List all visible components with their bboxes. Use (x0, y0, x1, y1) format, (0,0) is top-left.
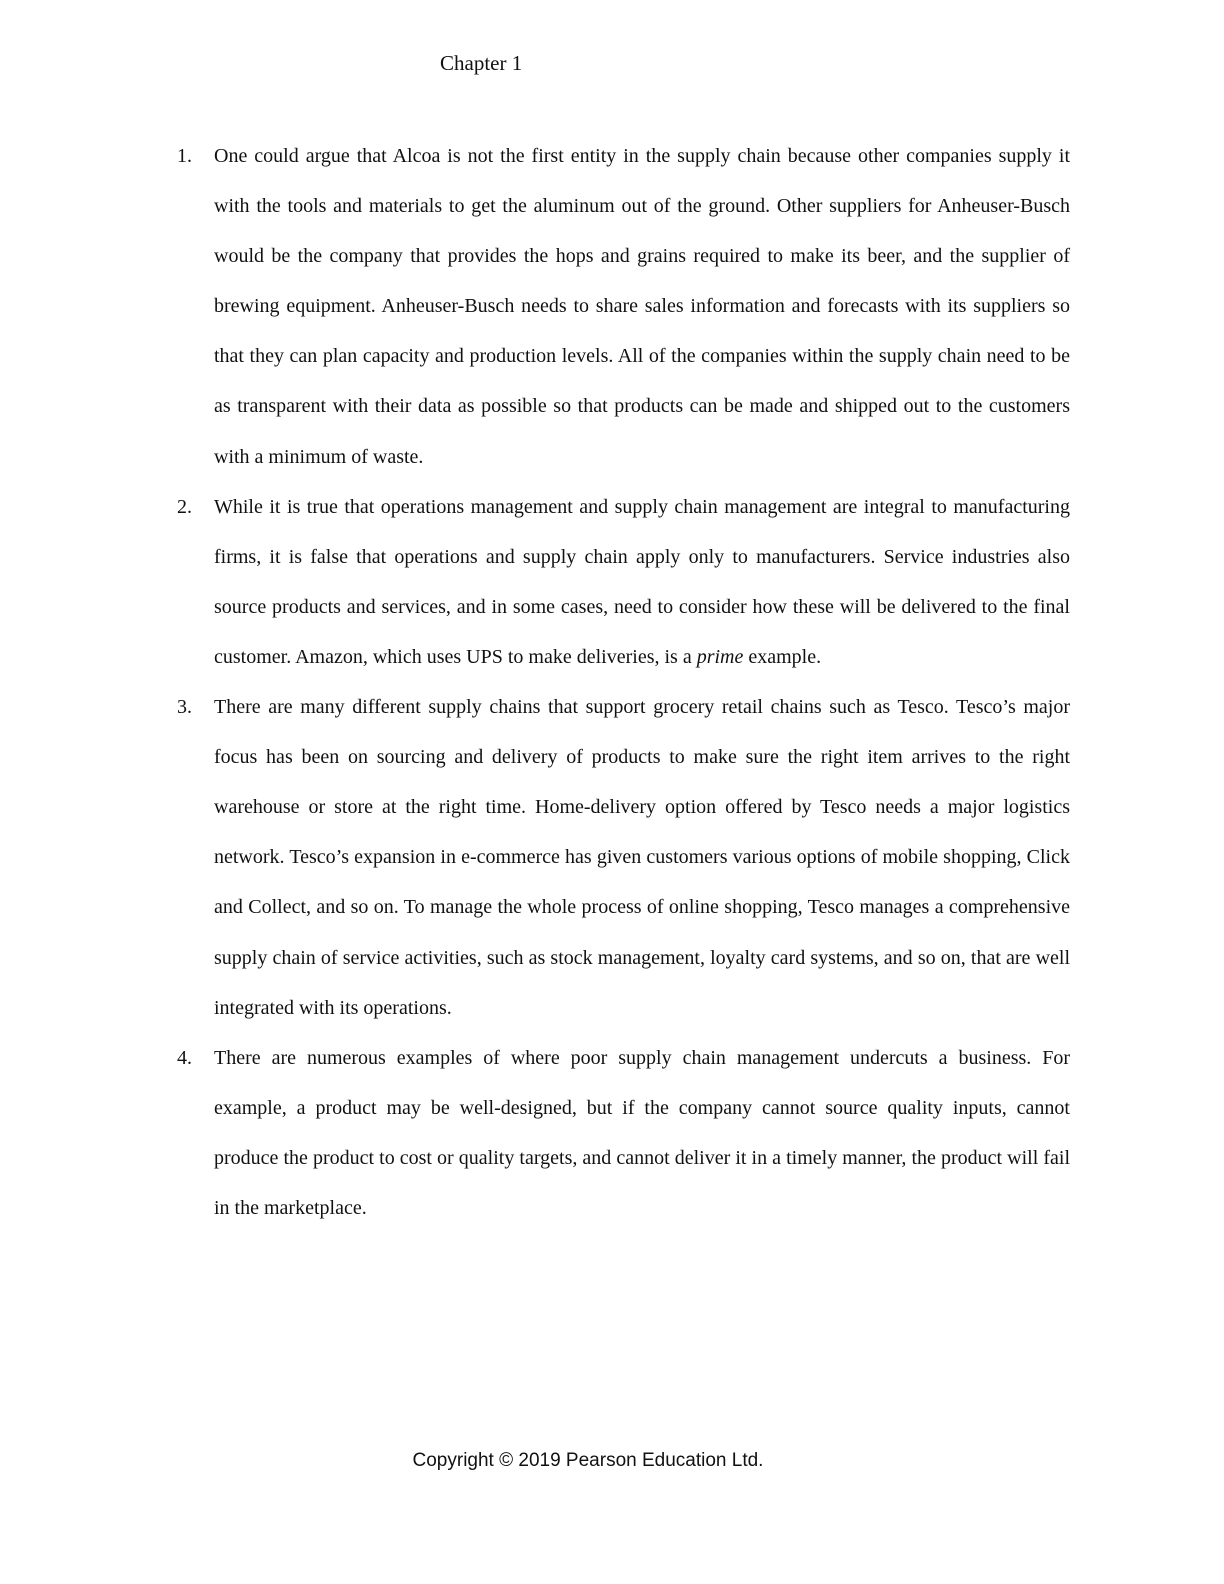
item-text: While it is true that operations management and supply chain management are integral to manufacturing firms, it is false that operations and supply chain apply only to manufacturers. Service industries also source products and services, and in some cases, need to consider how these will be delivered to the final customer. Amazon, which uses UPS to make deliveries, is a (214, 495, 1070, 668)
page-title: Chapter 1 (440, 51, 523, 75)
answer-list (170, 131, 1070, 1233)
copyright-footer: Copyright © 2019 Pearson Education Ltd. (412, 1450, 764, 1471)
item-text: There are numerous examples of where poor supply chain management undercuts a business. For example, a product may be well-designed, but if the company cannot source quality inputs, cannot produce the product to cost or quality targets, and cannot deliver it in a timely manner, the product will fail in the marketplace. (214, 1046, 1070, 1219)
item-number: 3. (177, 696, 192, 719)
item-number: 1. (177, 145, 192, 167)
item-number: 4. (177, 1046, 192, 1069)
item-text: There are many different supply chains that support grocery retail chains such as Tesco. Tesco’s major focus has been on sourcing and delivery of products to make sure the right item arrives to the right warehouse or store at the right time. Home-delivery option offered by Tesco needs a major logistics network. Tesco’s expansion in e-commerce has given customers various options of mobile shopping, Click and Collect, and so on. To manage the whole process of online shopping, Tesco manages a comprehensive supply chain of service activities, such as stock management, loyalty card systems, and so on, that are well integrated with its operations. (214, 696, 1070, 1019)
list-item (170, 682, 1070, 1033)
item-text: One could argue that Alcoa is not the first entity in the supply chain because other companies supply it with the tools and materials to get the aluminum out of the ground. Other suppliers for Anheuser-Busch would be the company that provides the hops and grains required to make its beer, and the supplier of brewing equipment. Anheuser-Busch needs to share sales information and forecasts with its suppliers so that they can plan capacity and production levels. All of the companies within the supply chain need to be as transparent with their data as possible so that products can be made and shipped out to the customers with a minimum of waste. (214, 145, 1070, 468)
list-item (170, 482, 1070, 682)
list-item (170, 1033, 1070, 1233)
item-number: 2. (177, 495, 192, 518)
item-text-emphasis: prime (696, 645, 744, 668)
item-text: example. (743, 645, 822, 668)
list-item (170, 131, 1070, 482)
